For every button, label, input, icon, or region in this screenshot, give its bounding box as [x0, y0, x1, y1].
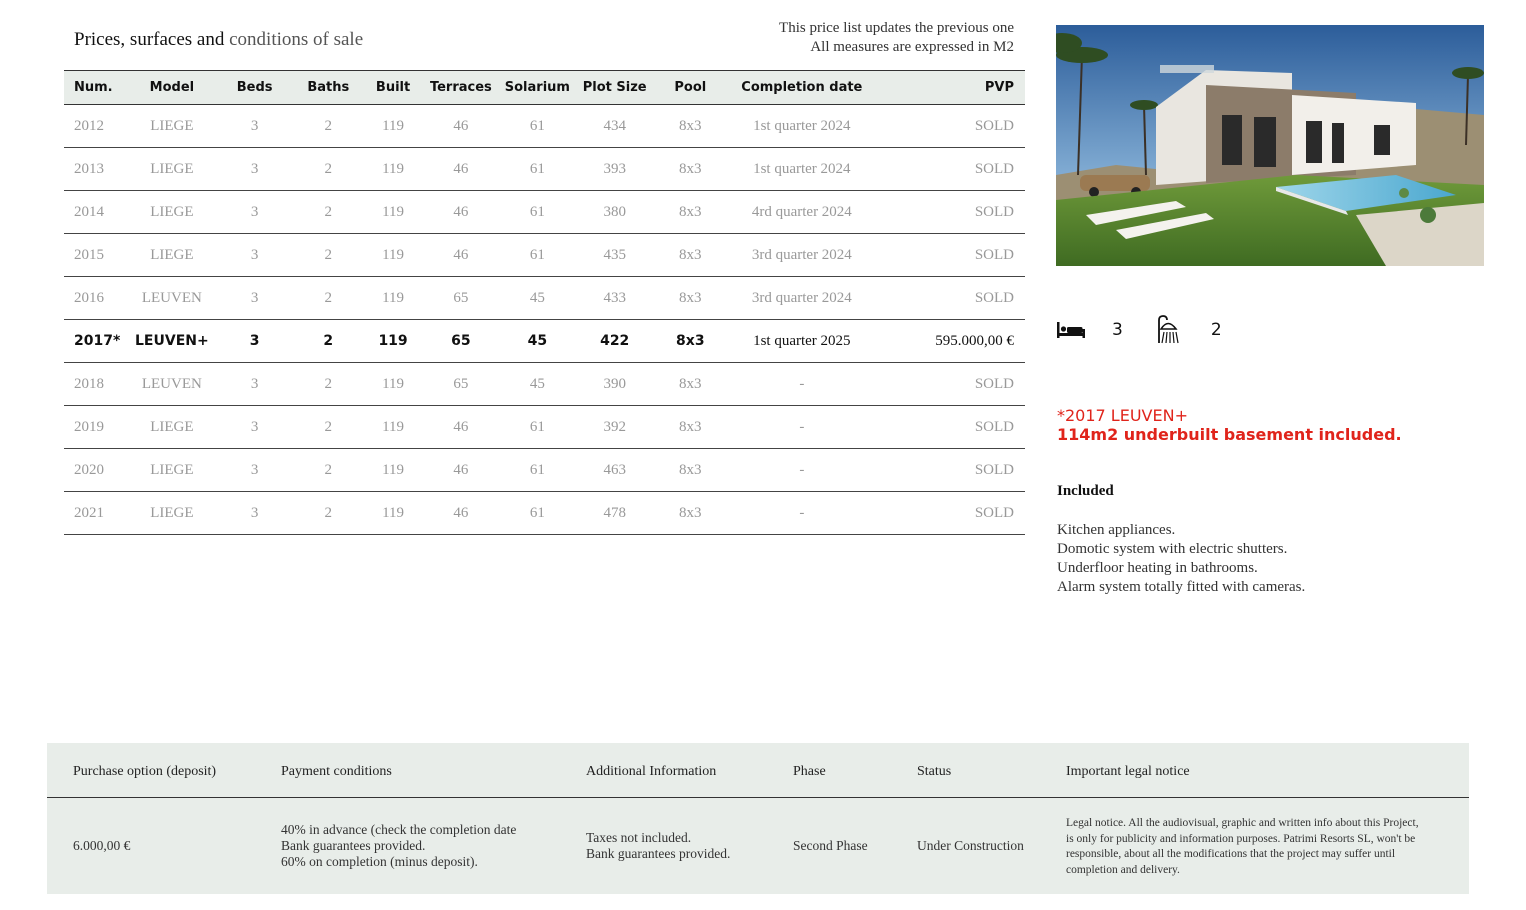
- cell-model: LIEGE: [122, 191, 222, 234]
- cell-pvp: SOLD: [882, 148, 1025, 191]
- cell-num: 2020: [64, 449, 122, 492]
- table-row: [64, 492, 1025, 535]
- cell-model: LEUVEN: [122, 363, 222, 406]
- notice-line-2: All measures are expressed in M2: [810, 39, 1014, 55]
- col-header-pvp: PVP: [984, 80, 1014, 95]
- cell-terraces: 65: [417, 320, 505, 363]
- cell-baths: 2: [287, 105, 369, 148]
- cell-pool: 8x3: [659, 148, 721, 191]
- cell-pool: 8x3: [659, 320, 721, 363]
- cell-pvp: SOLD: [882, 492, 1025, 535]
- table-row: [64, 363, 1025, 406]
- basement-note: [1057, 406, 1402, 444]
- table-row: [64, 449, 1025, 492]
- cell-num: 2016: [64, 277, 122, 320]
- cell-pvp: SOLD: [882, 105, 1025, 148]
- cell-terraces: 46: [417, 105, 505, 148]
- cell-baths: 2: [287, 320, 369, 363]
- cell-model: LIEGE: [122, 148, 222, 191]
- col-header-terraces: Terraces: [429, 80, 492, 95]
- cell-plot-size: 463: [570, 449, 659, 492]
- cell-model: LEUVEN: [122, 277, 222, 320]
- cell-model: LIEGE: [122, 234, 222, 277]
- cell-beds: 3: [222, 191, 288, 234]
- cell-pool: 8x3: [659, 406, 721, 449]
- cell-plot-size: 392: [570, 406, 659, 449]
- cell-plot-size: 390: [570, 363, 659, 406]
- cell-num: 2017*: [64, 320, 122, 363]
- cell-completion-date: -: [721, 406, 882, 449]
- cell-solarium: 45: [505, 277, 570, 320]
- note-line-1: *2017 LEUVEN+: [1057, 406, 1188, 425]
- cell-pvp: SOLD: [882, 191, 1025, 234]
- cell-pool: 8x3: [659, 492, 721, 535]
- status-value: Under Construction: [917, 838, 1024, 853]
- cell-solarium: 61: [505, 449, 570, 492]
- cell-model: LEUVEN+: [122, 320, 222, 363]
- cell-pool: 8x3: [659, 449, 721, 492]
- cell-pvp: SOLD: [882, 234, 1025, 277]
- cell-terraces: 46: [417, 234, 505, 277]
- cell-built: 119: [369, 406, 417, 449]
- cell-built: 119: [369, 449, 417, 492]
- cell-baths: 2: [287, 406, 369, 449]
- cell-terraces: 46: [417, 492, 505, 535]
- cell-terraces: 46: [417, 191, 505, 234]
- legal-notice-text: [1066, 816, 1419, 878]
- phase-header: Phase: [793, 764, 826, 779]
- cell-solarium: 61: [505, 234, 570, 277]
- cell-baths: 2: [287, 449, 369, 492]
- payment-header: Payment conditions: [281, 764, 392, 779]
- features-bar: [1056, 313, 1222, 347]
- cell-pvp: SOLD: [882, 449, 1025, 492]
- cell-beds: 3: [222, 363, 288, 406]
- list-item: Alarm system totally fitted with cameras.: [1057, 579, 1306, 595]
- cell-baths: 2: [287, 148, 369, 191]
- cell-solarium: 45: [505, 320, 570, 363]
- deposit-value: 6.000,00 €: [73, 838, 131, 853]
- cell-terraces: 46: [417, 406, 505, 449]
- cell-solarium: 61: [505, 492, 570, 535]
- cell-built: 119: [369, 277, 417, 320]
- table-header-row: [64, 71, 1025, 105]
- col-header-solarium: Solarium: [504, 80, 570, 95]
- col-header-pool: Pool: [674, 80, 707, 95]
- cell-built: 119: [369, 492, 417, 535]
- page-title: [74, 29, 363, 51]
- col-header-completion-date: Completion date: [741, 80, 863, 95]
- list-item: Kitchen appliances.: [1057, 522, 1176, 538]
- cell-completion-date: 1st quarter 2025: [721, 320, 882, 363]
- cell-built: 119: [369, 105, 417, 148]
- legal-line: is only for publicity and information purposes. Patrimi Resorts SL, won't be: [1066, 832, 1416, 845]
- cell-completion-date: 3rd quarter 2024: [721, 234, 882, 277]
- cell-terraces: 46: [417, 449, 505, 492]
- cell-baths: 2: [287, 492, 369, 535]
- notice-line-1: This price list updates the previous one: [779, 20, 1014, 36]
- cell-pvp: SOLD: [882, 406, 1025, 449]
- cell-num: 2015: [64, 234, 122, 277]
- cell-beds: 3: [222, 320, 288, 363]
- payment-line: 40% in advance (check the completion date: [281, 822, 517, 837]
- included-title: Included: [1057, 483, 1114, 499]
- cell-completion-date: -: [721, 363, 882, 406]
- cell-completion-date: -: [721, 492, 882, 535]
- shower-icon: [1155, 315, 1181, 345]
- cell-num: 2021: [64, 492, 122, 535]
- payment-value: [281, 822, 516, 870]
- cell-model: LIEGE: [122, 492, 222, 535]
- cell-pool: 8x3: [659, 363, 721, 406]
- cell-baths: 2: [287, 234, 369, 277]
- col-header-num: Num.: [74, 80, 113, 95]
- cell-beds: 3: [222, 105, 288, 148]
- cell-model: LIEGE: [122, 105, 222, 148]
- cell-num: 2014: [64, 191, 122, 234]
- note-line-2: 114m2 underbuilt basement included.: [1057, 425, 1402, 444]
- cell-beds: 3: [222, 449, 288, 492]
- phase-value: Second Phase: [793, 838, 868, 853]
- price-table: [64, 70, 1025, 535]
- bed-icon: [1056, 320, 1086, 340]
- cell-terraces: 46: [417, 148, 505, 191]
- cell-plot-size: 433: [570, 277, 659, 320]
- baths-count: 2: [1210, 320, 1222, 340]
- cell-num: 2018: [64, 363, 122, 406]
- cell-pvp: SOLD: [882, 277, 1025, 320]
- table-row: [64, 105, 1025, 148]
- legal-header: Important legal notice: [1066, 764, 1190, 779]
- cell-beds: 3: [222, 492, 288, 535]
- cell-solarium: 61: [505, 191, 570, 234]
- additional-header: Additional Information: [586, 764, 717, 779]
- villa-render-image: [1056, 25, 1484, 266]
- cell-beds: 3: [222, 277, 288, 320]
- cell-solarium: 61: [505, 105, 570, 148]
- cell-pvp: 595.000,00 €: [882, 320, 1025, 363]
- cell-built: 119: [369, 320, 417, 363]
- table-row: [64, 148, 1025, 191]
- table-body: [64, 105, 1025, 535]
- cell-pvp: SOLD: [882, 363, 1025, 406]
- cell-solarium: 45: [505, 363, 570, 406]
- legal-line: Legal notice. All the audiovisual, graphic and written info about this Project,: [1066, 817, 1419, 829]
- list-item: Domotic system with electric shutters.: [1057, 541, 1288, 557]
- cell-num: 2012: [64, 105, 122, 148]
- legal-line: responsible, about all the modifications that the project may suffer until: [1066, 848, 1396, 860]
- cell-plot-size: 380: [570, 191, 659, 234]
- cell-built: 119: [369, 363, 417, 406]
- col-header-baths: Baths: [307, 80, 350, 95]
- included-list: [1057, 521, 1305, 597]
- cell-terraces: 65: [417, 363, 505, 406]
- price-list-notice: [779, 19, 1014, 57]
- cell-pool: 8x3: [659, 191, 721, 234]
- cell-completion-date: 1st quarter 2024: [721, 105, 882, 148]
- cell-num: 2013: [64, 148, 122, 191]
- cell-baths: 2: [287, 363, 369, 406]
- cell-completion-date: -: [721, 449, 882, 492]
- additional-line: Bank guarantees provided.: [586, 846, 731, 861]
- cell-pool: 8x3: [659, 234, 721, 277]
- table-row: [64, 277, 1025, 320]
- col-header-plot-size: Plot Size: [582, 80, 647, 95]
- cell-model: LIEGE: [122, 406, 222, 449]
- cell-plot-size: 422: [570, 320, 659, 363]
- cell-beds: 3: [222, 148, 288, 191]
- payment-line: 60% on completion (minus deposit).: [281, 854, 478, 869]
- cell-model: LIEGE: [122, 449, 222, 492]
- table-row: [64, 406, 1025, 449]
- table-row: [64, 320, 1025, 363]
- cell-completion-date: 4rd quarter 2024: [721, 191, 882, 234]
- cell-beds: 3: [222, 234, 288, 277]
- cell-terraces: 65: [417, 277, 505, 320]
- cell-solarium: 61: [505, 148, 570, 191]
- beds-count: 3: [1112, 320, 1123, 340]
- cell-built: 119: [369, 148, 417, 191]
- cell-built: 119: [369, 191, 417, 234]
- cell-plot-size: 393: [570, 148, 659, 191]
- cell-completion-date: 1st quarter 2024: [721, 148, 882, 191]
- additional-value: [586, 830, 730, 862]
- cell-plot-size: 435: [570, 234, 659, 277]
- conditions-header: [47, 743, 1469, 798]
- table-row: [64, 234, 1025, 277]
- cell-completion-date: 3rd quarter 2024: [721, 277, 882, 320]
- cell-plot-size: 434: [570, 105, 659, 148]
- conditions-panel: [47, 743, 1469, 894]
- col-header-built: Built: [375, 80, 411, 95]
- list-item: Underfloor heating in bathrooms.: [1057, 560, 1258, 576]
- cell-solarium: 61: [505, 406, 570, 449]
- cell-pool: 8x3: [659, 105, 721, 148]
- table-row: [64, 191, 1025, 234]
- cell-built: 119: [369, 234, 417, 277]
- payment-line: Bank guarantees provided.: [281, 838, 426, 853]
- deposit-header: Purchase option (deposit): [73, 764, 217, 779]
- title-bold: Prices, surfaces and: [74, 29, 225, 50]
- status-header: Status: [917, 764, 952, 779]
- title-light: conditions of sale: [229, 29, 364, 50]
- cell-pool: 8x3: [659, 277, 721, 320]
- col-header-model: Model: [149, 80, 195, 95]
- cell-plot-size: 478: [570, 492, 659, 535]
- cell-num: 2019: [64, 406, 122, 449]
- legal-line: completion and delivery.: [1066, 863, 1180, 876]
- col-header-beds: Beds: [236, 80, 273, 95]
- cell-beds: 3: [222, 406, 288, 449]
- cell-baths: 2: [287, 191, 369, 234]
- additional-line: Taxes not included.: [586, 830, 692, 845]
- cell-baths: 2: [287, 277, 369, 320]
